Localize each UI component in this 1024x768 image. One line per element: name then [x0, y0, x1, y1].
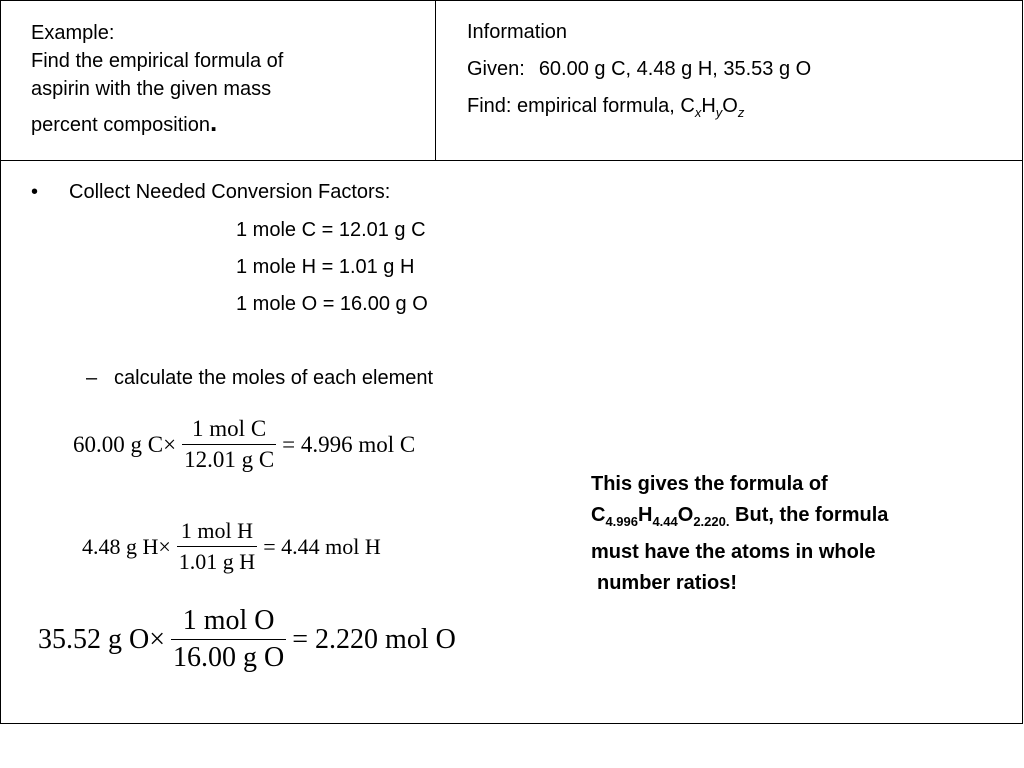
note-rest: But, the formula	[729, 504, 889, 526]
element-o: O	[722, 95, 738, 117]
information-title: Information	[467, 21, 568, 43]
find-row	[467, 88, 811, 131]
note-c-sub: 4.996	[605, 514, 638, 529]
table-vertical-divider	[435, 0, 436, 160]
formula-note	[591, 469, 991, 599]
equation-lhs: 35.52 g O×	[38, 623, 166, 655]
note-h-sub: 4.44	[652, 514, 678, 529]
equation-denominator: 12.01 g C	[182, 444, 276, 473]
note-line-1: This gives the formula of	[591, 473, 828, 495]
factor-hydrogen: 1 mole H = 1.01 g H	[236, 256, 415, 278]
equation-rhs: = 4.996 mol C	[282, 431, 416, 457]
note-o-sub: 2.220.	[693, 514, 730, 529]
equation-fraction	[177, 518, 257, 575]
equation-oxygen	[38, 605, 456, 674]
example-period: .	[209, 107, 218, 137]
subscript-z: z	[737, 105, 745, 120]
note-line-3: must have the atoms in whole	[591, 541, 876, 563]
equation-denominator: 1.01 g H	[177, 546, 257, 575]
example-cell	[31, 19, 421, 139]
equation-numerator: 1 mol C	[192, 416, 267, 441]
equation-numerator: 1 mol H	[180, 518, 254, 543]
equation-denominator: 16.00 g O	[171, 639, 286, 674]
equation-rhs: = 2.220 mol O	[292, 623, 456, 655]
factor-oxygen: 1 mole O = 16.00 g O	[236, 293, 428, 315]
subscript-y: y	[715, 105, 723, 120]
find-label: Find: empirical formula, C	[467, 95, 695, 117]
equation-numerator: 1 mol O	[182, 605, 275, 636]
example-line-4	[31, 107, 421, 139]
information-cell	[467, 19, 811, 131]
equation-lhs: 4.48 g H×	[82, 533, 171, 559]
equation-carbon	[73, 416, 415, 473]
example-line-4-text: percent composition	[31, 114, 210, 136]
dash-icon: –	[86, 367, 98, 389]
note-h: H	[638, 504, 653, 526]
equation-fraction	[171, 605, 286, 674]
table-horizontal-divider	[0, 160, 1023, 161]
equation-rhs: = 4.44 mol H	[263, 533, 381, 559]
note-line-2	[591, 500, 991, 537]
given-row	[467, 51, 811, 88]
sub-step	[86, 367, 433, 390]
given-value: 60.00 g C, 4.48 g H, 35.53 g O	[538, 58, 812, 80]
factor-carbon: 1 mole C = 12.01 g C	[236, 219, 426, 241]
collect-bullet	[31, 181, 390, 204]
sub-step-text: calculate the moles of each element	[114, 367, 434, 389]
subscript-x: x	[694, 105, 702, 120]
note-c: C	[591, 504, 606, 526]
element-h: H	[701, 95, 716, 117]
example-label: Example:	[31, 22, 115, 44]
note-line-4: number ratios!	[597, 572, 738, 594]
collect-label: Collect Needed Conversion Factors:	[69, 181, 391, 203]
equation-lhs: 60.00 g C×	[73, 431, 177, 457]
note-o: O	[677, 504, 694, 526]
equation-hydrogen	[82, 518, 381, 575]
given-label: Given:	[467, 58, 525, 80]
bullet-icon: •	[31, 181, 39, 203]
equation-fraction	[182, 416, 276, 473]
example-line-2: Find the empirical formula of	[31, 50, 284, 72]
example-line-3: aspirin with the given mass	[31, 78, 272, 100]
